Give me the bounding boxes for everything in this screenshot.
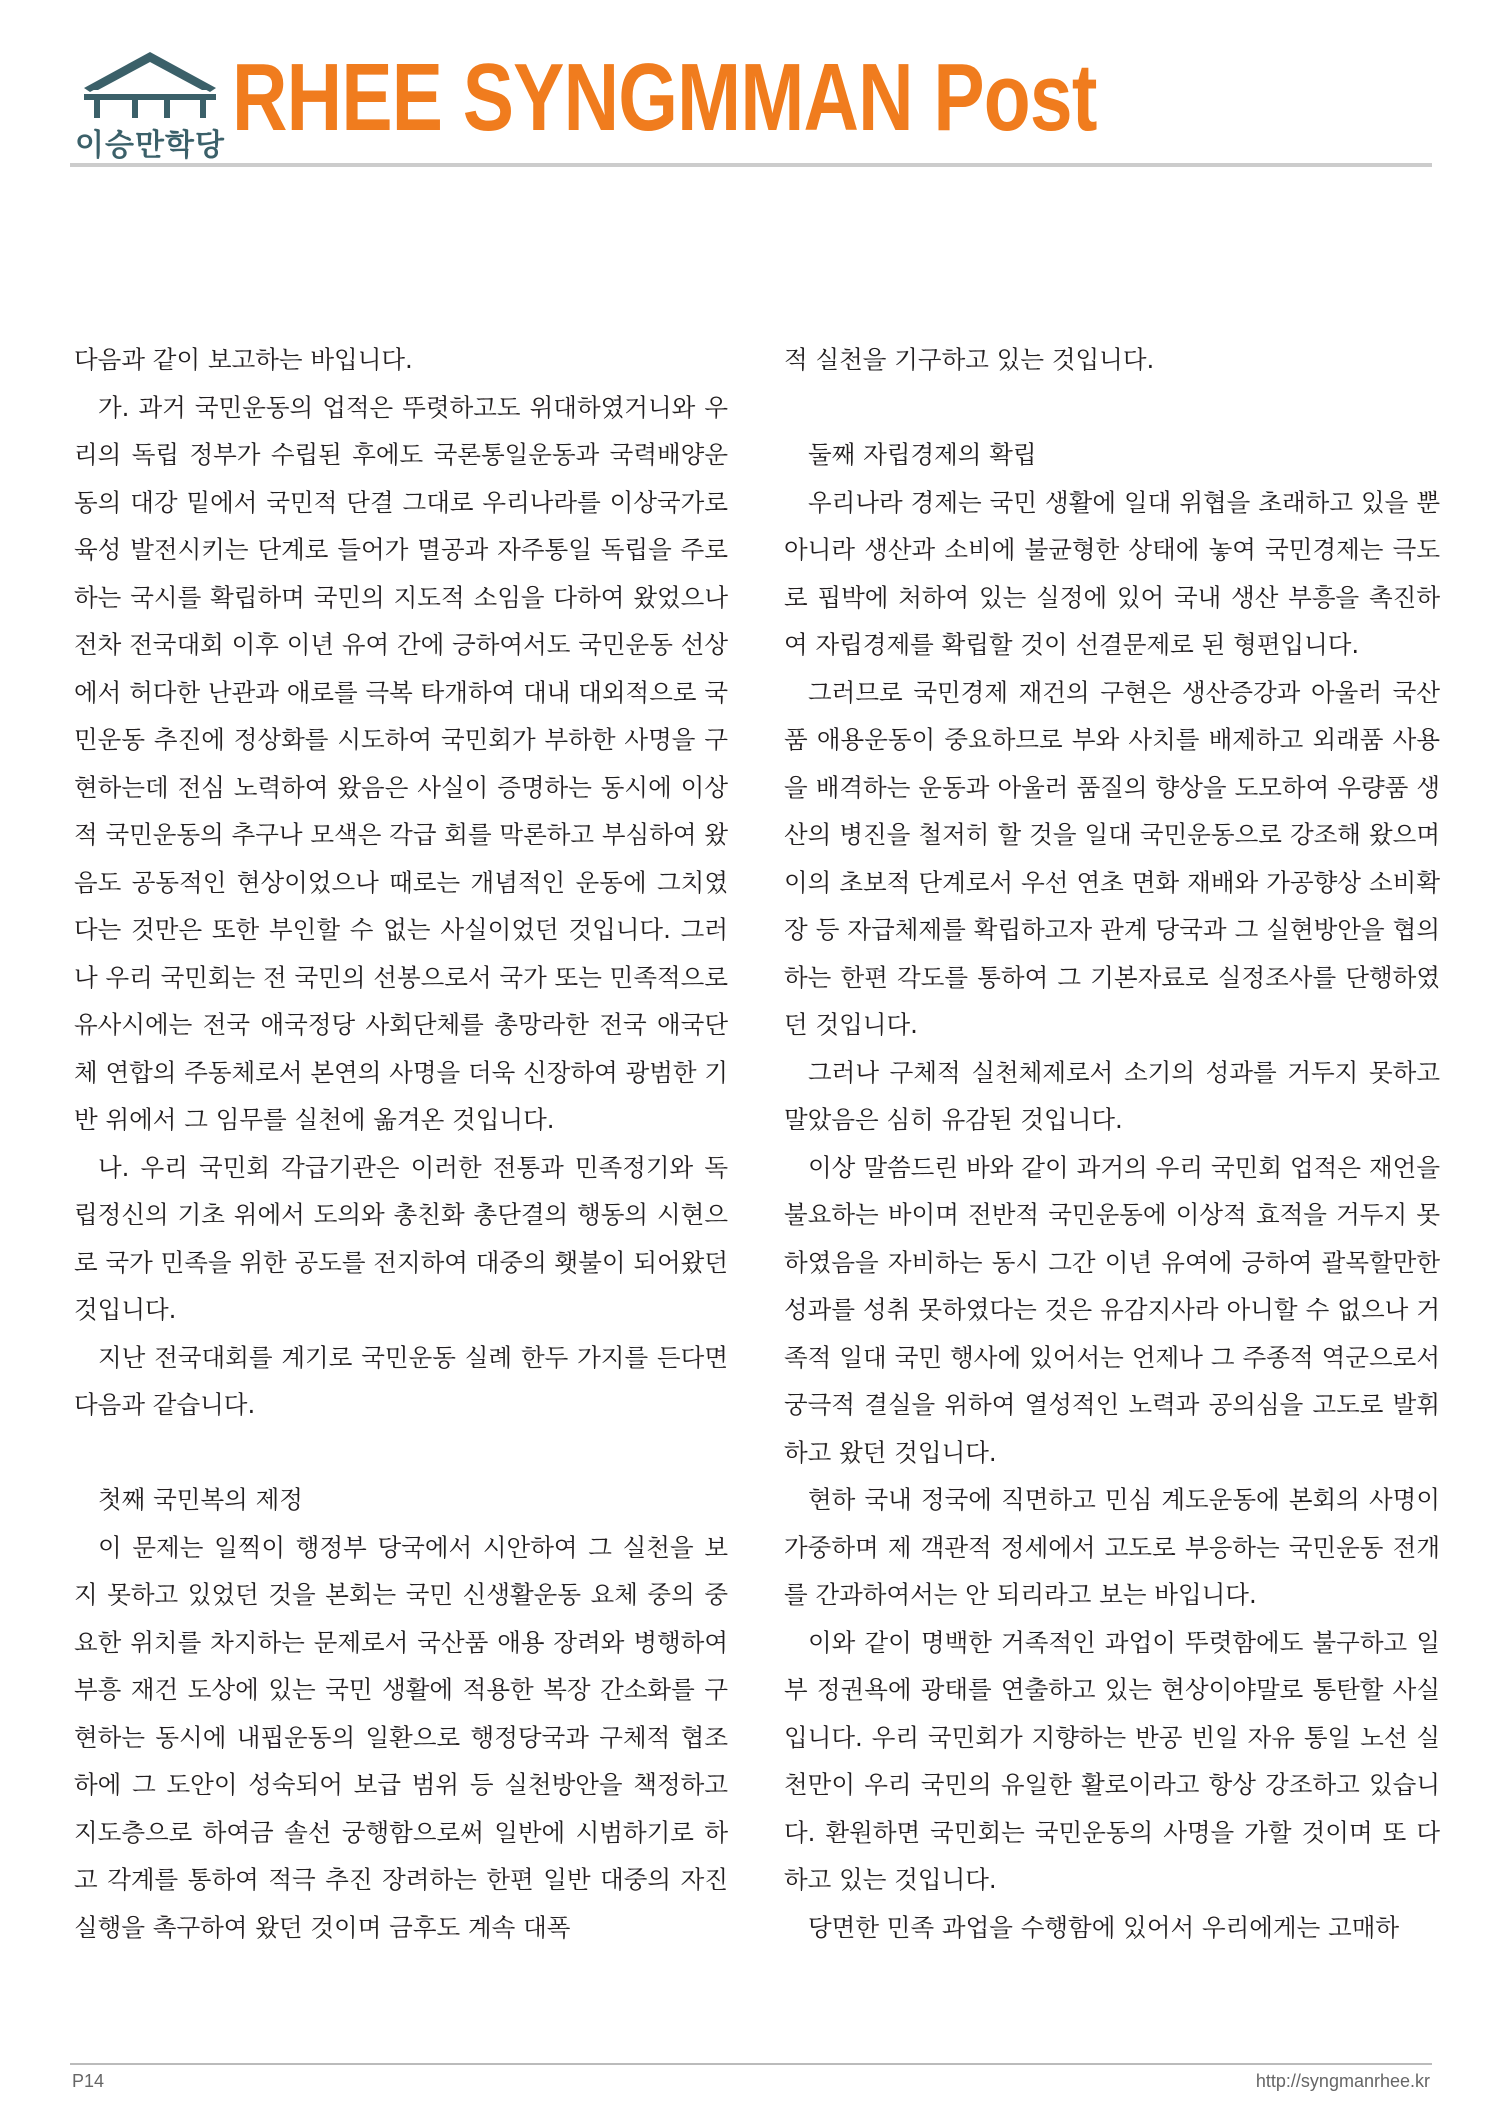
paragraph: 나. 우리 국민회 각급기관은 이러한 전통과 민족정기와 독립정신의 기초 위에서 도의와 총친화 총단결의 행동의 시현으로 국가 민족을 위한 공도를 전지하여 대중의 횃불이 되어왔던 것입니다. bbox=[74, 1152, 728, 1324]
logo bbox=[70, 48, 230, 163]
paragraph: 우리나라 경제는 국민 생활에 일대 위협을 초래하고 있을 뿐 아니라 생산과 소비에 불균형한 상태에 놓여 국민경제는 극도로 핍박에 처하여 있는 실정에 있어 국내 생산 부흥을 촉진하여 자립경제를 확립할 것이 선결문제로 된 형편입니다. bbox=[784, 487, 1440, 659]
masthead-title: RHEE SYNGMMAN Post bbox=[232, 44, 1097, 151]
logo-text: 이승만학당 bbox=[75, 128, 225, 163]
paragraph: 이와 같이 명백한 거족적인 과업이 뚜렷함에도 불구하고 일부 정권욕에 광태를 연출하고 있는 현상이야말로 통탄할 사실입니다. 우리 국민회가 지향하는 반공 빈일 자유 통일 노선 실천만이 우리 국민의 유일한 활로이라고 항상 강조하고 있습니다. 환원하면 국민회는 국민운동의 사명을 가할 것이며 또 다하고 있는 것입니다. bbox=[784, 1627, 1440, 1894]
paragraph: 적 실천을 기구하고 있는 것입니다. bbox=[784, 345, 1155, 374]
house-logo-icon bbox=[70, 48, 230, 123]
page-header bbox=[70, 40, 1430, 165]
site-url: http://syngmanrhee.kr bbox=[1255, 2071, 1430, 2091]
right-column bbox=[784, 336, 1440, 1951]
paragraph: 당면한 민족 과업을 수행함에 있어서 우리에게는 고매하 bbox=[808, 1912, 1400, 1942]
blank-line bbox=[784, 384, 1440, 432]
blank-line bbox=[74, 1429, 728, 1477]
paragraph: 가. 과거 국민운동의 업적은 뚜렷하고도 위대하였거니와 우리의 독립 정부가 수립된 후에도 국론통일운동과 국력배양운동의 대강 밑에서 국민적 단결 그대로 우리나라를 이상국가로 육성 발전시키는 단계로 들어가 멸공과 자주통일 독립을 주로 하는 국시를 확립하며 국민의 지도적 소임을 다하여 왔었으나 전차 전국대회 이후 이년 유여 간에 긍하여서도 국민운동 선상에서 허다한 난관과 애로를 극복 타개하여 대내 대외적으로 국민운동 추진에 정상화를 시도하여 국민회가 부하한 사명을 구현하는데 전심 노력하여 왔음은 사실이 증명하는 동시에 이상적 국민운동의 추구나 모색은 각급 회를 막론하고 부심하여 왔음도 공동적인 현상이었으나 때로는 개념적인 운동에 그치였다는 것만은 또한 부인할 수 없는 사실이었던 것입니다. 그러나 우리 국민회는 전 국민의 선봉으로서 국가 또는 민족적으로 유사시에는 전국 애국정당 사회단체를 총망라한 전국 애국단체 연합의 주동체로서 본연의 사명을 더욱 신장하여 광범한 기반 위에서 그 임무를 실천에 옮겨온 것입니다. bbox=[74, 392, 728, 1134]
paragraph: 이 문제는 일찍이 행정부 당국에서 시안하여 그 실천을 보지 못하고 있었던 것을 본회는 국민 신생활운동 요체 중의 중요한 위치를 차지하는 문제로서 국산품 애용 장려와 병행하여 부흥 재건 도상에 있는 국민 생활에 적용한 복장 간소화를 구현하는 동시에 내핍운동의 일환으로 행정당국과 구체적 협조하에 그 도안이 성숙되어 보급 범위 등 실천방안을 책정하고 지도층으로 하여금 솔선 궁행함으로써 일반에 시범하기로 하고 각계를 통하여 적극 추진 장려하는 한편 일반 대중의 자진 실행을 촉구하여 왔던 것이며 금후도 계속 대폭 bbox=[74, 1532, 728, 1942]
paragraph: 그러나 구체적 실천체제로서 소기의 성과를 거두지 못하고 말았음은 심히 유감된 것입니다. bbox=[784, 1057, 1440, 1134]
paragraph: 첫째 국민복의 제정 bbox=[98, 1485, 303, 1514]
paragraph: 다음과 같이 보고하는 바입니다. bbox=[74, 345, 413, 374]
footer-divider bbox=[70, 2063, 1432, 2065]
paragraph: 그러므로 국민경제 재건의 구현은 생산증강과 아울러 국산품 애용운동이 중요하므로 부와 사치를 배제하고 외래품 사용을 배격하는 운동과 아울러 품질의 향상을 도모하여 우량품 생산의 병진을 철저히 할 것을 일대 국민운동으로 강조해 왔으며 이의 초보적 단계로서 우선 연초 면화 재배와 가공향상 소비확장 등 자급체제를 확립하고자 관계 당국과 그 실현방안을 협의하는 한편 각도를 통하여 그 기본자료로 실정조사를 단행하였던 것입니다. bbox=[784, 677, 1440, 1039]
paragraph: 이상 말씀드린 바와 같이 과거의 우리 국민회 업적은 재언을 불요하는 바이며 전반적 국민운동에 이상적 효적을 거두지 못하였음을 자비하는 동시 그간 이년 유여에 긍하여 괄목할만한 성과를 성취 못하였다는 것은 유감지사라 아니할 수 없으나 거족적 일대 국민 행사에 있어서는 언제나 그 주종적 역군으로서 궁극적 결실을 위하여 열성적인 노력과 공의심을 고도로 발휘하고 왔던 것입니다. bbox=[784, 1152, 1440, 1467]
page-number: P14 bbox=[72, 2071, 105, 2091]
paragraph: 둘째 자립경제의 확립 bbox=[808, 440, 1037, 469]
paragraph: 지난 전국대회를 계기로 국민운동 실례 한두 가지를 든다면 다음과 같습니다. bbox=[74, 1342, 728, 1419]
header-divider bbox=[70, 163, 1432, 167]
paragraph: 현하 국내 정국에 직면하고 민심 계도운동에 본회의 사명이 가중하며 제 객관적 정세에서 고도로 부응하는 국민운동 전개를 간과하여서는 안 되리라고 보는 바입니다. bbox=[784, 1485, 1440, 1609]
left-column bbox=[74, 336, 728, 1951]
